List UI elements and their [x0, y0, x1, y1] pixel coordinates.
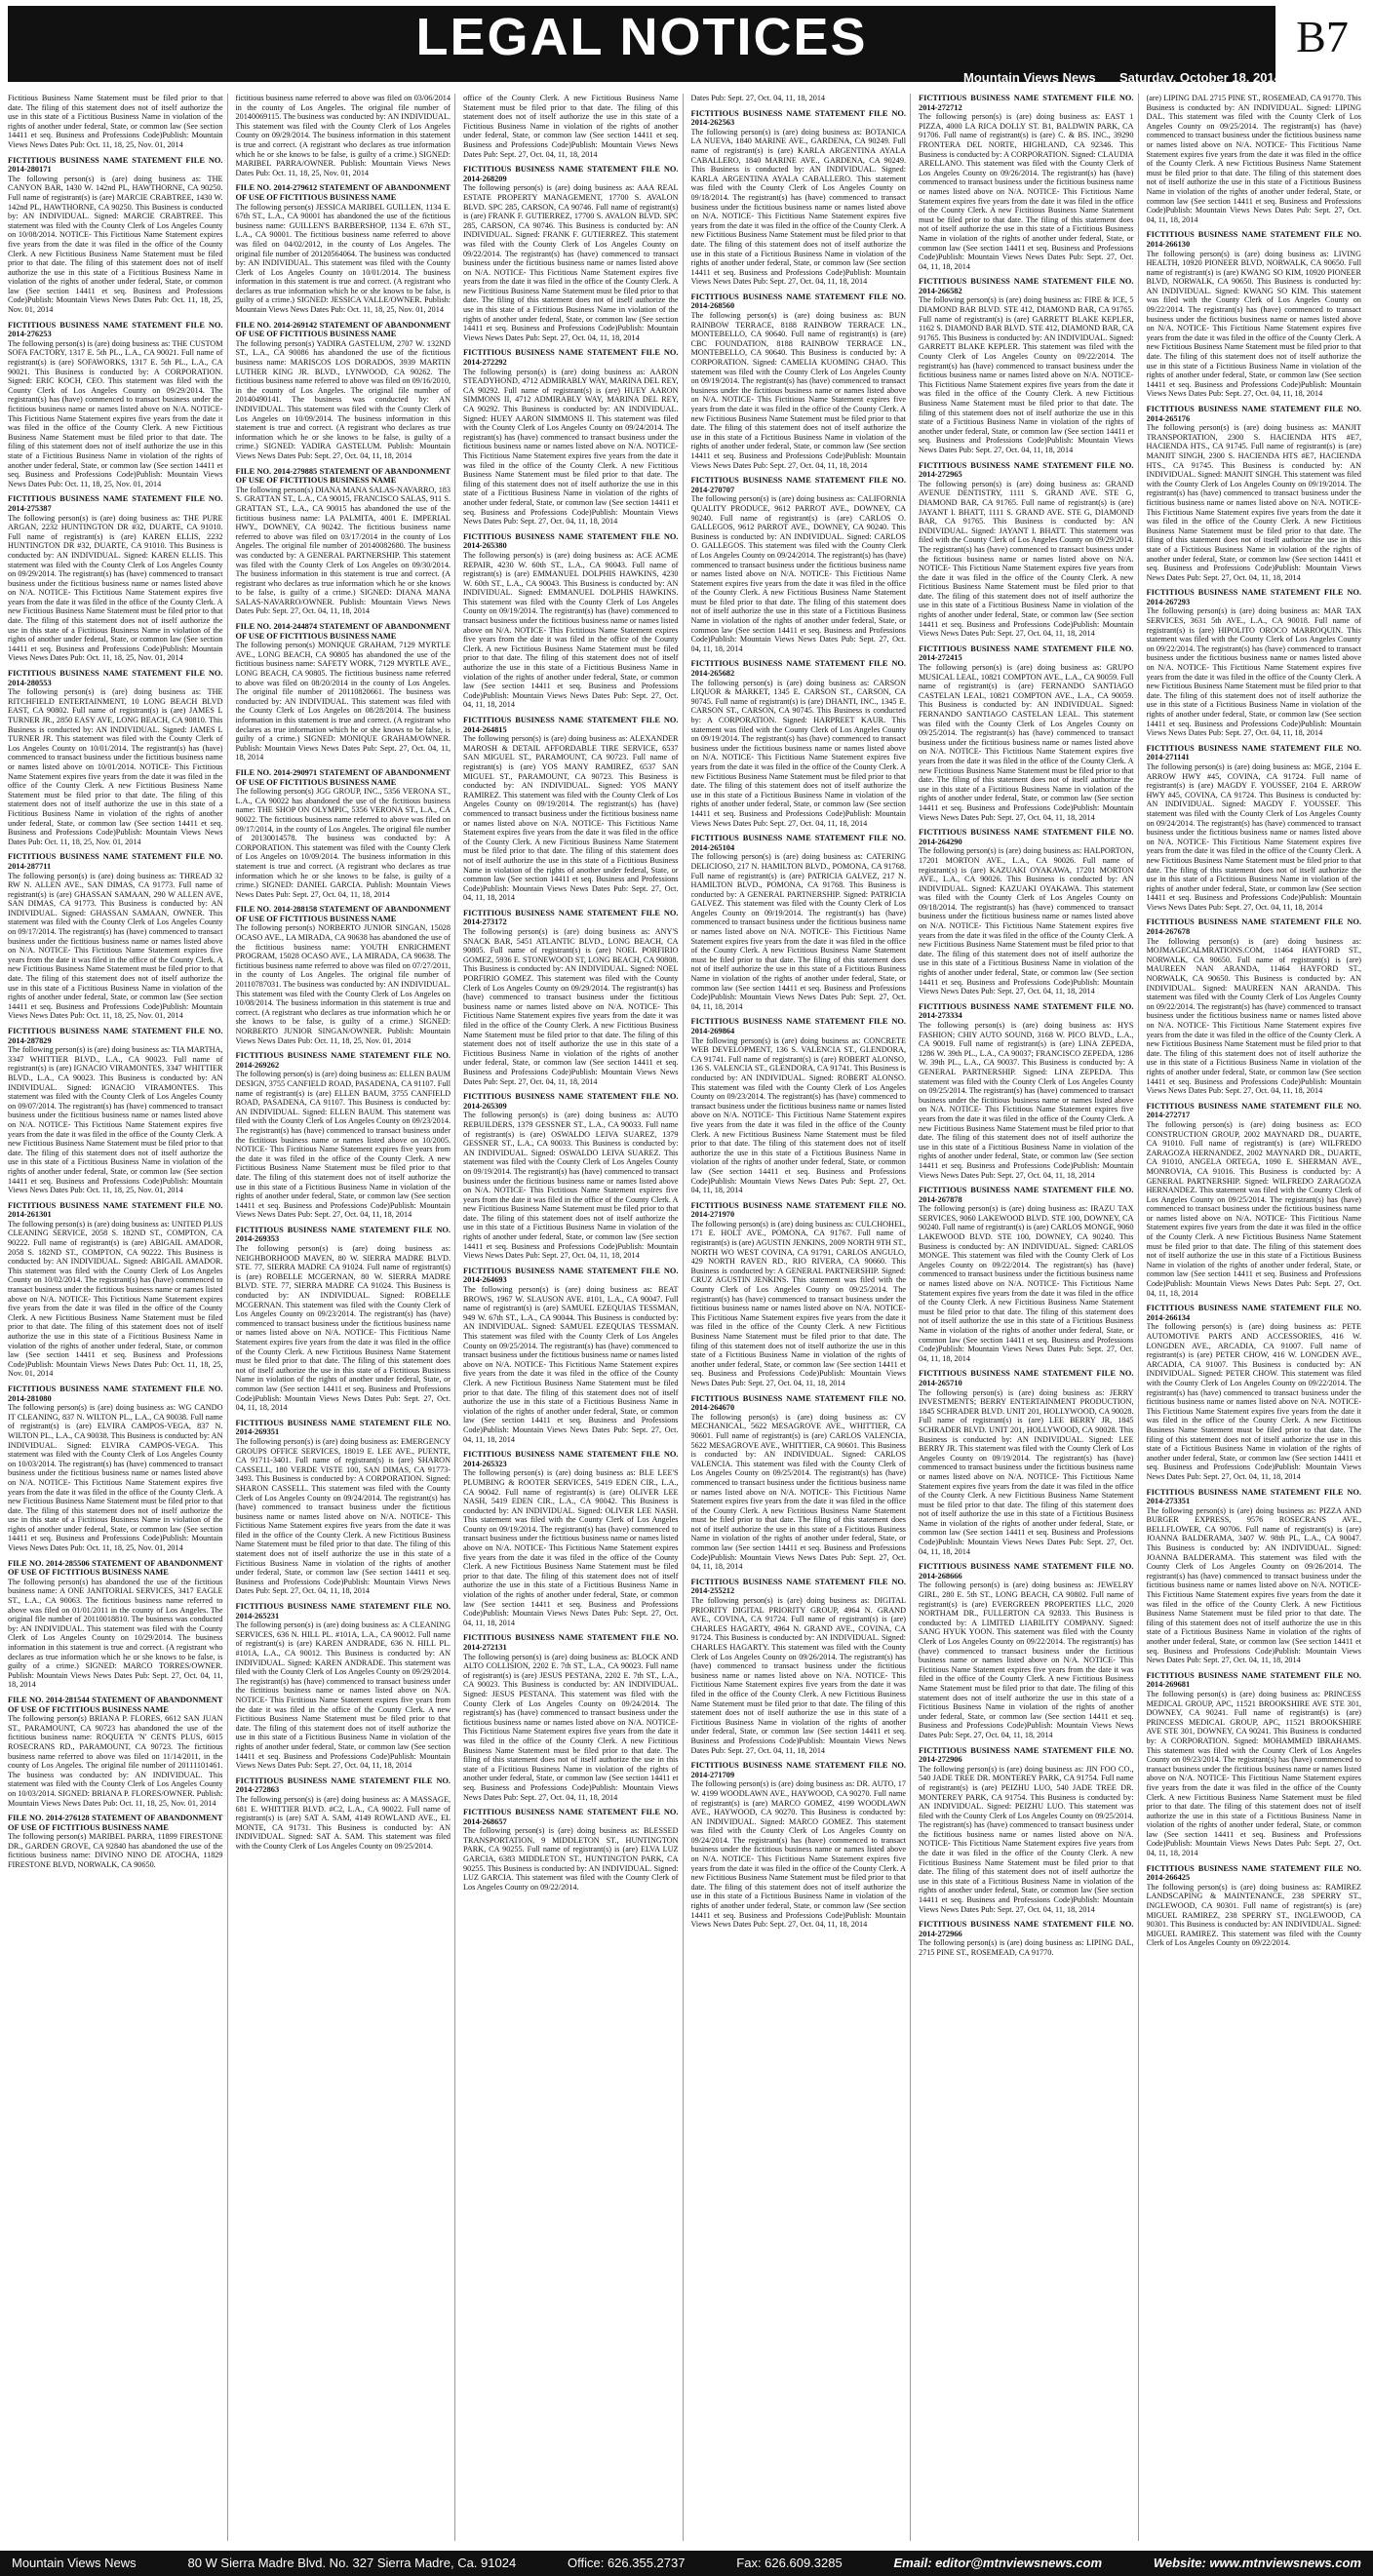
notice-body: The following person(s) is (are) doing business as: IRAZU TAX SERVICES, 9060 LAKEWOOD BLVD. STE 100, DOWNEY, CA 90240. Full name of registrant(s) is (are) CARLOS MONGE, 9060 LAKEWOOD BLVD. STE 100, DOWNEY, CA 90240. This Business is conducted by: AN INDIVIDUAL. Signed: CARLOS MONGE. This statement was filed with the County Clerk of Los Angeles County on 09/22/2014. The registrant(s) has (have) commenced to transact business under the fictitious business name or names listed above on N/A. NOTICE- This Fictitious Name Statement expires five years from the date it was filed in the office of the County Clerk. A new Fictitious Business Name Statement must be filed prior to that date. The filing of this statement does not of itself authorize the use in this state of a Fictitious Business Name in violation of the rights of another under federal, State, or common law (See section 14411 et seq. Business and Professions Code)Publish: Mountain Views News Dates Pub: Sept. 27, Oct. 04, 11, 18, 2014 [919, 1204, 1134, 1363]
legal-notice [8, 1814, 223, 1870]
notice-body: The following person(s) is (are) doing business as: CONCRETE WEB DEVELOPMENT, 136 S. VALENCIA ST., GLENDORA, CA 91741. Full name of registrant(s) is (are) ROBERT ALONSO, 136 S. VALENCIA ST., GLENDORA, CA 91741. This Business is conducted by: AN INDIVIDUAL. Signed: ROBERT ALONSO. This statement was filed with the County Clerk of Los Angeles County on 09/23/2014. The registrant(s) has (have) commenced to transact business under the fictitious business name or names listed above on N/A. NOTICE- This Fictitious Name Statement expires five years from the date it was filed in the office of the County Clerk. A new Fictitious Business Name Statement must be filed prior to that date. The filing of this statement does not of itself authorize the use in this state of a Fictitious Business Name in violation of the rights of another under federal, State, or common law (See section 14411 et seq. Business and Professions Code)Publish: Mountain Views News Dates Pub: Sept. 27, Oct. 04, 11, 18, 2014 [690, 1035, 906, 1195]
legal-notice [691, 1394, 907, 1572]
notice-body: The following person(s) is (are) doing business as: UNITED PLUS CLEANING SERVICE, 2058 S. 182ND ST., COMPTON, CA 90222. Full name of registrant(s) is (are) ABIGAIL AMADOR, 2058 S. 182ND ST., COMPTON, CA 90222. This Business is conducted by: AN INDIVIDUAL. Signed: ABIGAIL AMADOR. This statement was filed with the County Clerk of Los Angeles County on 10/02/2014. The registrant(s) has (have) commenced to transact business under the fictitious business name or names listed above on N/A. NOTICE- This Fictitious Name Statement expires five years from the date it was filed in the office of the County Clerk. A new Fictitious Business Name Statement must be filed prior to that date. The filing of this statement does not of itself authorize the use in this state of a Fictitious Business Name in violation of the rights of another under federal, State, or common law (See section 14411 et seq. Business and Professions Code)Publish: Mountain Views News Dates Pub: Oct. 11, 18, 25, Nov. 01, 2014 [8, 1219, 223, 1379]
legal-notice [691, 293, 907, 470]
notice-heading: FILE NO. 2014-288158 STATEMENT OF ABANDONMENT OF USE OF FICTITIOUS BUSINESS NAME [235, 905, 451, 923]
legal-notice [463, 1808, 679, 1892]
notice-heading: FICTITIOUS BUSINESS NAME STATEMENT FILE NO. 2014-265710 [919, 1369, 1134, 1387]
notice-column [236, 94, 456, 2541]
issue-date: Saturday, October 18, 2014 [1119, 70, 1281, 85]
footer-address: 80 W Sierra Madre Blvd. No. 327 Sierra Madre, Ca. 91024 [187, 2556, 517, 2570]
notice-body: The following person(s) is (are) doing business as: MANJIT TRANSPORTATION, 2300 S. HACIENDA HTS #E7, HACIENDA HTS., CA 91745. Full name of registrant(s) is (are) MANJIT SINGH, 2300 S. HACIENDA HTS #E7, HACIENDA HTS., CA 91745. This Business is conducted by: AN INDIVIDUAL. Signed: MANJIT SINGH. This statement was filed with the County Clerk of Los Angeles County on 09/19/2014. The registrant(s) has (have) commenced to transact business under the fictitious business name or names listed above on N/A. NOTICE- This Fictitious Name Statement expires five years from the date it was filed in the office of the County Clerk. A new Fictitious Business Name Statement must be filed prior to that date. The filing of this statement does not of itself authorize the use in this state of a Fictitious Business Name in violation of the rights of another under federal, State, or common law (See section 14411 et seq. Business and Professions Code)Publish: Mountain Views News Dates Pub: Sept. 27, Oct. 04, 11, 18, 2014 [1146, 423, 1362, 582]
notice-heading: FICTITIOUS BUSINESS NAME STATEMENT FILE NO. 2014-270707 [690, 476, 906, 494]
legal-notice [919, 1562, 1134, 1739]
legal-notice [236, 1776, 451, 1852]
notice-body: The following person(s) is (are) doing business as: BLOCK AND ALTO COLLISION, 2202 E. 7th ST., L.A., CA 90023. Full name of registrant(s) is (are) JESUS PESTANA, 2202 E. 7th ST., L.A., CA 90023. This Business is conducted by: AN INDIVIDUAL. Signed: JESUS PESTANA. This statement was filed with the County Clerk of Los Angeles County on 09/24/2014. The registrant(s) has (have) commenced to transact business under the fictitious business name or names listed above on N/A. NOTICE- This Fictitious Name Statement expires five years from the date it was filed in the office of the County Clerk. A new Fictitious Business Name Statement must be filed prior to that date. The filing of this statement does not of itself authorize the use in this state of a Fictitious Business Name in violation of the rights of another under federal, State, or common law (See section 14411 et seq. Business and Professions Code)Publish: Mountain Views News Dates Pub: Sept. 27, Oct. 04, 11, 18, 2014 [463, 1652, 679, 1802]
legal-notice [691, 834, 907, 1011]
notice-body: The following person(s) is (are) doing business as: TIA MARTHA, 3347 WHITTIER BLVD., L.A., CA 90023. Full name of registrant(s) is (are) IGNACIO VIRAMONTES, 3347 WHITTIER BLVD., L.A., CA 90023. This Business is conducted by: AN INDIVIDUAL. Signed: IGNACIO VIRAMONTES. This statement was filed with the County Clerk of Los Angeles County on 09/07/2014. The registrant(s) has (have) commenced to transact business under the fictitious business name or names listed above on N/A. NOTICE- This Fictitious Name Statement expires five years from the date it was filed in the office of the County Clerk. A new Fictitious Business Name Statement must be filed prior to that date. The filing of this statement does not of itself authorize the use in this state of a Fictitious Business Name in violation of the rights of another under federal, State, or common law (See section 14411 et seq. Business and Professions Code)Publish: Mountain Views News Dates Pub: Oct. 11, 18, 25, Nov. 01, 2014 [8, 1045, 223, 1195]
notice-heading: FICTITIOUS BUSINESS NAME STATEMENT FILE NO. 2014-265104 [690, 834, 906, 852]
legal-notice [8, 1027, 223, 1195]
notice-heading: FICTITIOUS BUSINESS NAME STATEMENT FILE NO. 2014-266130 [1146, 230, 1361, 249]
notice-heading: FICTITIOUS BUSINESS NAME STATEMENT FILE NO. 2014-264815 [463, 716, 679, 734]
notice-body: The following person(s) is (are) doing business as: CARSON LIQUOR & MARKET, 1345 E. CARSON ST., CARSON, CA 90745. Full name of registrant(s) is (are) DHANTI, INC., 1345 E. CARSON ST., CARSON, CA 90745. This Business is conducted by: A CORPORATION. Signed: HARPREET KAUR. This statement was filed with the County Clerk of Los Angeles County on 09/19/2014. The registrant(s) has (have) commenced to transact business under the fictitious business name or names listed above on N/A. NOTICE- This Fictitious Name Statement expires five years from the date it was filed in the office of the County Clerk. A new Fictitious Business Name Statement must be filed prior to that date. The filing of this statement does not of itself authorize the use in this state of a Fictitious Business Name in violation of the rights of another under federal, State, or common law (See section 14411 et seq. Business and Professions Code)Publish: Mountain Views News Dates Pub: Sept. 27, Oct. 04, 11, 18, 2014 [690, 678, 906, 828]
legal-notice [463, 532, 679, 710]
legal-notice [236, 905, 451, 1045]
notice-body: The following person(s) is (are) doing business as: JEWELRY GIRL, 280 E. 5th ST., LONG BEACH, CA 90802. Full name of registrant(s) is (are) EVERGREEN PROPERTIES LLC, 2020 NORTHAM DR., FULLERTON CA 92833. This Business is conducted by: A LIMITED LIABILITY COMPANY. Signed: SANG HYUK YOON. This statement was filed with the County Clerk of Los Angeles County on 09/22/2014. The registrant(s) has (have) commenced to transact business under the fictitious business name or names listed above on N/A. NOTICE- This Fictitious Name Statement expires five years from the date it was filed in the office of the County Clerk. A new Fictitious Business Name Statement must be filed prior to that date. The filing of this statement does not of itself authorize the use in this state of a Fictitious Business Name in violation of the rights of another under federal, State, or common law (See section 14411 et seq. Business and Professions Code)Publish: Mountain Views News Dates Pub: Sept. 27, Oct. 04, 11, 18, 2014 [919, 1581, 1134, 1739]
legal-notice [691, 476, 907, 653]
notice-body: The following person(s) is (are) doing business as: JIN FOO CO., 540 JADE TREE DR. MONTEREY PARK, CA 91754. Full name of registrant(s) is (are) PEIZHU LUO, 540 JADE TREE DR. MONTEREY PARK, CA 91754. This Business is conducted by: AN INDIVIDUAL. Signed: PEIZHU LUO. This statement was filed with the County Clerk of Los Angeles County on 09/25/2014. The registrant(s) has (have) commenced to transact business under the fictitious business name or names listed above on N/A. NOTICE- This Fictitious Name Statement expires five years from the date it was filed in the office of the County Clerk. A new Fictitious Business Name Statement must be filed prior to that date. The filing of this statement does not of itself authorize the use in this state of a Fictitious Business Name in violation of the rights of another under federal, State, or common law (See section 14411 et seq. Business and Professions Code)Publish: Mountain Views News Dates Pub: Sept. 27, Oct. 04, 11, 18, 2014 [919, 1764, 1134, 1914]
legal-notice [236, 1419, 451, 1596]
legal-notice [919, 1746, 1134, 1915]
notice-body: The following person(s) is (are) doing business as: CULCHOHEL, 171 E. HOLT AVE., POMONA, CA 91767. Full name of registrant(s) is (are) AGUSTIN JENKINS, 2009 NORTH 9TH ST., NORTH WO WEST COVINA, CA 91791, CARLOS ANGULO, 429 NORTH RAVEN RD., RIO RIVERA, CA 90660. This Business is conducted by: A GENERAL PARTNERSHIP. Signed: CRUZ AGUSTIN JENKINS. This statement was filed with the County Clerk of Los Angeles County on 09/25/2014. The registrant(s) has (have) commenced to transact business under the fictitious business name or names listed above on N/A. NOTICE- This Fictitious Name Statement expires five years from the date it was filed in the office of the County Clerk. A new Fictitious Business Name Statement must be filed prior to that date. The filing of this statement does not of itself authorize the use in this state of a Fictitious Business Name in violation of the rights of another under federal, State, or common law (See section 14411 et seq. Business and Professions Code)Publish: Mountain Views News Dates Pub: Sept. 27, Oct. 04, 11, 18, 2014 [690, 1219, 906, 1387]
legal-notice [691, 1578, 907, 1755]
legal-notice [919, 828, 1134, 996]
notice-heading: FICTITIOUS BUSINESS NAME STATEMENT FILE NO. 2014-261301 [8, 1200, 223, 1220]
notice-body: The following person(s) is (are) doing business as: NEIGHBORHOOD MAVEN, 80 W. SIERRA MADRE BLVD. STE. 77, SIERRA MADRE CA 91024. Full name of registrant(s) is (are) ROBELLE MCGERNAN, 80 W. SIERRA MADRE BLVD. STE. 77, SIERRA MADRE CA 91024. This Business is conducted by: AN INDIVIDUAL. Signed: ROBELLE MCGERNAN. This statement was filed with the County Clerk of Los Angeles County on 09/23/2014. The registrant(s) has (have) commenced to transact business under the fictitious business name or names listed above on N/A. NOTICE- This Fictitious Name Statement expires five years from the date it was filed in the office of the County Clerk. A new Fictitious Business Name Statement must be filed prior to that date. The filing of this statement does not of itself authorize the use in this state of a Fictitious Business Name in violation of the rights of another under federal, State, or common law (See section 14411 et seq. Business and Professions Code)Publish: Mountain Views News Dates Pub: Sept. 27, Oct. 04, 11, 18, 2014 [235, 1244, 451, 1413]
notice-heading: FICTITIOUS BUSINESS NAME STATEMENT FILE NO. 2014-272966 [919, 1920, 1134, 1938]
notice-body: The following person(s) is (are) doing business as: PRINCESS MEDICAL GROUP, APC, 11521 BROOKSHIRE AVE STE 301, DOWNEY, CA 90241. Full name of registrant(s) is (are) PRINCESS MEDICAL GROUP, APC, 11521 BROOKSHIRE AVE STE 301, DOWNEY, CA 90241. This Business is conducted by: A CORPORATION. Signed: MOHAMMED IBRAHAMS. This statement was filed with the County Clerk of Los Angeles County on 09/23/2014. The registrant(s) has (have) commenced to transact business under the fictitious business name or names listed above on N/A. NOTICE- This Fictitious Name Statement expires five years from the date it was filed in the office of the County Clerk. A new Fictitious Business Name Statement must be filed prior to that date. The filing of this statement does not of itself authorize the use in this state of a Fictitious Business Name in violation of the rights of another under federal, State, or common law (See section 14411 et seq. Business and Professions Code)Publish: Mountain Views News Dates Pub: Sept. 27, Oct. 04, 11, 18, 2014 [1146, 1689, 1361, 1858]
legal-notice [691, 1761, 907, 1930]
legal-notice [691, 94, 907, 103]
notice-heading: FILE NO. 2014-269142 STATEMENT OF ABANDONMENT OF USE OF FICTITIOUS BUSINESS NAME [235, 320, 451, 339]
footer-website: Website: www.mtnviewsnews.com [1153, 2556, 1361, 2570]
notice-heading: FICTITIOUS BUSINESS NAME STATEMENT FILE NO. 2014-268666 [919, 1562, 1134, 1581]
legal-notice [919, 1369, 1134, 1556]
legal-notice [8, 156, 223, 315]
legal-notice [8, 1696, 223, 1808]
notice-body: The following person(s) is (are) doing business as: RAMIREZ LANDSCAPING & MAINTENANCE, 238 SPERRY ST., INGLEWOOD, CA 90301. Full name of registrant(s) is (are) MIGUEL RAMIREZ, 238 SPERRY ST., INGLEWOOD, CA 90301. This Business is conducted by: AN INDIVIDUAL. Signed: MIGUEL RAMIREZ. This statement was filed with the County Clerk of Los Angeles County on 09/22/2014. [1146, 1882, 1361, 1948]
notice-body: The following person(s) is (are) doing business as: BEAT BROWS, 1967 W. SLAUSON AVE. #101, L.A., CA 90047. Full name of registrant(s) is (are) SAMUEL EZEQUIAS TESSMAN, 949 W. 67th ST., L.A., CA 90044. This Business is conducted by: AN INDIVIDUAL. Signed: SAMUEL EZEQUIAS TESSMAN. This statement was filed with the County Clerk of Los Angeles County on 09/25/2014. The registrant(s) has (have) commenced to transact business under the fictitious business name or names listed above on N/A. NOTICE- This Fictitious Name Statement expires five years from the date it was filed in the office of the County Clerk. A new Fictitious Business Name Statement must be filed prior to that date. The filing of this statement does not of itself authorize the use in this state of a Fictitious Business Name in violation of the rights of another under federal, State, or common law (See section 14411 et seq. Business and Professions Code)Publish: Mountain Views News Dates Pub: Sept. 27, Oct. 04, 11, 18, 2014 [463, 1285, 679, 1444]
notice-body: The following person(s) YADIRA GASTELUM, 2707 W. 132ND ST., L.A., CA 90086 has abandoned the use of the fictitious business name: MARISCOS LOS DORADOS, 3939 MARTIN LUTHER KING JR. BLVD., LYNWOOD, CA 90262. The fictitious business name referred to above was filed on 09/16/2010, in the county of Los Angeles. The original file number of 20140490141. The business was conducted by: AN INDIVIDUAL. This statement was filed with the County Clerk of Los Angeles on 10/09/2014. The business information in this statement is true and correct. (A registrant who declares as true information which he or she knows to be false, is guilty of a crime.) SIGNED: YADIRA GASTELUM. Publish: Mountain Views News Dates Pub: Sept. 27, Oct. 04, 11, 18, 2014 [235, 338, 451, 460]
legal-notice [8, 1385, 223, 1553]
notice-column [463, 94, 684, 2541]
legal-notice [1147, 405, 1362, 582]
notice-body: The following person(s) is (are) doing business as: DR. AUTO, 17 W. 4199 WOODLAWN AVE., HAYWOOD, CA 90270. Full name of registrant(s) is (are) MARCO GOMEZ, 4199 WOODLAWN AVE., HAYWOOD, CA 90270. This Business is conducted by: AN INDIVIDUAL. Signed: MARCO GOMEZ. This statement was filed with the County Clerk of Los Angeles County on 09/24/2014. The registrant(s) has (have) commenced to transact business under the fictitious business name or names listed above on N/A. NOTICE- This Fictitious Name Statement expires five years from the date it was filed in the office of the County Clerk. A new Fictitious Business Name Statement must be filed prior to that date. The filing of this statement does not of itself authorize the use in this state of a Fictitious Business Name in violation of the rights of another under federal, State, or common law (See section 14411 et seq. Business and Professions Code)Publish: Mountain Views News Dates Pub: Sept. 27, Oct. 04, 11, 18, 2014 [690, 1779, 906, 1930]
notice-body: The following person(s) is (are) doing business as: ALEXANDER MAROSH & DETAIL AFFORDABLE TIRE SERVICE, 6537 SAN MIGUEL ST., PARAMOUNT, CA 90723. Full name of registrant(s) is (are) YOS MANY RAMIREZ, 6537 SAN MIGUEL ST., PARAMOUNT, CA 90723. This Business is conducted by: AN INDIVIDUAL. Signed: YOS MANY RAMIREZ. This statement was filed with the County Clerk of Los Angeles County on 09/19/2014. The registrant(s) has (have) commenced to transact business under the fictitious business name or names listed above on N/A. NOTICE- This Fictitious Name Statement expires five years from the date it was filed in the office of the County Clerk. A new Fictitious Business Name Statement must be filed prior to that date. The filing of this statement does not of itself authorize the use in this state of a Fictitious Business Name in violation of the rights of another under federal, State, or common law (See section 14411 et seq. Business and Professions Code)Publish: Mountain Views News Dates Pub: Sept. 27, Oct. 04, 11, 18, 2014 [463, 734, 679, 903]
notice-body: The following person(s) is (are) doing business as: MGE, 2104 E. ARROW HWY #45, COVINA, CA 91724. Full name of registrant(s) is (are) MAGDY F. YOUSSEF, 2104 E. ARROW HWY #45, COVINA, CA 91724. This Business is conducted by: AN INDIVIDUAL. Signed: MAGDY F. YOUSSEF. This statement was filed with the County Clerk of Los Angeles County on 09/24/2014. The registrant(s) has (have) commenced to transact business under the fictitious business name or names listed above on N/A. NOTICE- This Fictitious Name Statement expires five years from the date it was filed in the office of the County Clerk. A new Fictitious Business Name Statement must be filed prior to that date. The filing of this statement does not of itself authorize the use in this state of a Fictitious Business Name in violation of the rights of another under federal, State, or common law (See section 14411 et seq. Business and Professions Code)Publish: Mountain Views News Dates Pub: Sept. 27, Oct. 04, 11, 18, 2014 [1146, 761, 1361, 912]
notice-heading: FICTITIOUS BUSINESS NAME STATEMENT FILE NO. 2014-255212 [690, 1577, 906, 1596]
notices-columns [8, 94, 1365, 2541]
notice-body: The following person(s) is (are) doing business as: WG CANDO IT CLEANING, 837 N. WILTON PL., L.A., CA 90038. Full name of registrant(s) is (are) ELVIRA CAMPOS-VEGA, 837 N. WILTON PL., L.A., CA 90038. This Business is conducted by: AN INDIVIDUAL. Signed: ELVIRA CAMPOS-VEGA. This statement was filed with the County Clerk of Los Angeles County on 10/03/2014. The registrant(s) has (have) commenced to transact business under the fictitious business name or names listed above on N/A. NOTICE- This Fictitious Name Statement expires five years from the date it was filed in the office of the County Clerk. A new Fictitious Business Name Statement must be filed prior to that date. The filing of this statement does not of itself authorize the use in this state of a Fictitious Business Name in violation of the rights of another under federal, State, or common law (See section 14411 et seq. Business and Professions Code)Publish: Mountain Views News Dates Pub: Oct. 11, 18, 25, Nov. 01, 2014 [8, 1403, 223, 1553]
notice-body: The following person(s) DIANA MANA SALAS-NAVARRO, 183 S. GRATTAN ST., L.A., CA 90015, FRANCISCO SALAS, 911 S. GRATTAN ST., L.A., CA 90015 has abandoned the use of the fictitious business name: LA PALMITA, 4001 E. IMPERIAL HWY., DOWNEY, CA 90242. The fictitious business name referred to above was filed on 03/17/2014 in the county of Los Angeles. The original file number of 20140082680. The business was conducted by: A GENERAL PARTNERSHIP. This statement was filed with the County Clerk of Los Angeles on 09/30/2014. The business information in this statement is true and correct. (A registrant who declares as true information which he or she knows to be false, is guilty of a crime.) SIGNED: DIANA MANA SALAS-NAVARRO/OWNER. Publish: Mountain Views News Dates Pub: Sept. 27, Oct. 04, 11, 18, 2014 [235, 485, 451, 616]
notice-column [919, 94, 1139, 2541]
notice-body: The following person(s) is (are) doing business as: ACE ACME REPAIR, 4230 W. 60th ST., L.A., CA 90043. Full name of registrant(s) is (are) EMMANUEL DOLPHIS HAWKINS, 4230 W. 60th ST., L.A., CA 90043. This Business is conducted by: AN INDIVIDUAL. Signed: EMMANUEL DOLPHIS HAWKINS. This statement was filed with the County Clerk of Los Angeles County on 09/19/2014. The registrant(s) has (have) commenced to transact business under the fictitious business name or names listed above on N/A. NOTICE- This Fictitious Name Statement expires five years from the date it was filed in the office of the County Clerk. A new Fictitious Business Name Statement must be filed prior to that date. The filing of this statement does not of itself authorize the use in this state of a Fictitious Business Name in violation of the rights of another under federal, State, or common law (See section 14411 et seq. Business and Professions Code)Publish: Mountain Views News Dates Pub: Sept. 27, Oct. 04, 11, 18, 2014 [463, 550, 679, 710]
notice-heading: FILE NO. 2014-281544 STATEMENT OF ABANDONMENT OF USE OF FICTITIOUS BUSINESS NAME [8, 1695, 223, 1714]
notice-heading: FICTITIOUS BUSINESS NAME STATEMENT FILE NO. 2014-267878 [919, 1186, 1134, 1204]
notice-heading: FICTITIOUS BUSINESS NAME STATEMENT FILE NO. 2014-272965 [919, 460, 1134, 480]
notice-body: The following person(s) is (are) doing business as: MAR TAX SERVICES, 3631 5th AVE., L.A., CA 90018. Full name of registrant(s) is (are) HIPOLITO OROCO MARROQUIN. This statement was filed with the County Clerk of Los Angeles County on 09/22/2014. The registrant(s) has (have) commenced to transact business under the fictitious business name or names listed above on N/A. NOTICE- This Fictitious Name Statement expires five years from the date it was filed in the office of the County Clerk. A new Fictitious Business Name Statement must be filed prior to that date. The filing of this statement does not of itself authorize the use in this state of a Fictitious Business Name in violation of the rights of another under federal, State, or common law (See section 14411 et seq. Business and Professions Code)Publish: Mountain Views News Dates Pub: Sept. 27, Oct. 04, 11, 18, 2014 [1146, 606, 1361, 738]
legal-notice [463, 1267, 679, 1444]
notice-heading: FICTITIOUS BUSINESS NAME STATEMENT FILE NO. 2014-262563 [690, 108, 906, 128]
notice-body: The following person(s) is (are) doing business as: CALIFORNIA QUALITY PRODUCE, 9612 PARROT AVE., DOWNEY, CA 90240. Full name of registrant(s) is (are) CARLOS O. GALLEGOS, 9612 PARROT AVE., DOWNEY, CA 90240. This Business is conducted by: AN INDIVIDUAL. Signed: CARLOS O. GALLEGOS. This statement was filed with the County Clerk of Los Angeles County on 09/24/2014. The registrant(s) has (have) commenced to transact business under the fictitious business name or names listed above on N/A. NOTICE- This Fictitious Name Statement expires five years from the date it was filed in the office of the County Clerk. A new Fictitious Business Name Statement must be filed prior to that date. The filing of this statement does not of itself authorize the use in this state of a Fictitious Business Name in violation of the rights of another under federal, State, or common law (See section 14411 et seq. Business and Professions Code)Publish: Mountain Views News Dates Pub: Sept. 27, Oct. 04, 11, 18, 2014 [690, 494, 906, 653]
notice-body: The following person(s) is (are) doing business as: BUN RAINBOW TERRACE, 8188 RAINBOW TERRACE LN., MONTEBELLO, CA 90640. Full name of registrant(s) is (are) CBC FOUNDATION, 8188 RAINBOW TERRACE LN., MONTEBELLO, CA 90640. This Business is conducted by: A CORPORATION. Signed: CAMELIA KUOMING CHAO. This statement was filed with the County Clerk of Los Angeles County on 09/19/2014. The registrant(s) has (have) commenced to transact business under the fictitious business name or names listed above on N/A. NOTICE- This Fictitious Name Statement expires five years from the date it was filed in the office of the County Clerk. A new Fictitious Business Name Statement must be filed prior to that date. The filing of this statement does not of itself authorize the use in this state of a Fictitious Business Name in violation of the rights of another under federal, State, or common law (See section 14411 et seq. Business and Professions Code)Publish: Mountain Views News Dates Pub: Sept. 27, Oct. 04, 11, 18, 2014 [690, 311, 906, 470]
notice-heading: FICTITIOUS BUSINESS NAME STATEMENT FILE NO. 2014-265380 [463, 531, 679, 551]
legal-notice [1147, 1671, 1362, 1858]
notice-column [1147, 94, 1366, 2541]
legal-notice [919, 277, 1134, 454]
notice-heading: FILE NO. 2014-290971 STATEMENT OF ABANDONMENT OF USE OF FICTITIOUS BUSINESS NAME [235, 767, 451, 787]
notice-body: The following person(s) is (are) doing business as: AUTO REBUILDERS, 1379 GESSNER ST., L.A., CA 90033. Full name of registrant(s) is (are) OSWALDO LEIVA SUAREZ, 1379 GESSNER ST., L.A., CA 90033. This Business is conducted by: AN INDIVIDUAL. Signed: OSWALDO LEIVA SUAREZ. This statement was filed with the County Clerk of Los Angeles County on 09/19/2014. The registrant(s) has (have) commenced to transact business under the fictitious business name or names listed above on N/A. NOTICE- This Fictitious Name Statement expires five years from the date it was filed in the office of the County Clerk. A new Fictitious Business Name Statement must be filed prior to that date. The filing of this statement does not of itself authorize the use in this state of a Fictitious Business Name in violation of the rights of another under federal, State, or common law (See section 14411 et seq. Business and Professions Code)Publish: Mountain Views News Dates Pub: Sept. 27, Oct. 04, 11, 18, 2014 [463, 1111, 679, 1261]
footer-office: Office: 626.355.2737 [568, 2556, 686, 2570]
notice-column [691, 94, 912, 2541]
masthead [8, 6, 1365, 88]
notice-body: The following person(s) is (are) doing business as: JERRY INVESTMENTS; BERRY ENTERTAINMENT PRODUCTION, 1845 SCHRADER BLVD. UNIT 201, HOLLYWOOD, CA 90028. Full name of registrant(s) is (are) LEE BERRY JR, 1845 SCHRADER BLVD. UNIT 201, HOLLYWOOD, CA 90028. This Business is conducted by: AN INDIVIDUAL. Signed: LEE BERRY JR. This statement was filed with the County Clerk of Los Angeles County on 09/19/2014. The registrant(s) has (have) commenced to transact business under the fictitious business name or names listed above on N/A. NOTICE- This Fictitious Name Statement expires five years from the date it was filed in the office of the County Clerk. A new Fictitious Business Name Statement must be filed prior to that date. The filing of this statement does not of itself authorize the use in this state of a Fictitious Business Name in violation of the rights of another under federal, State, or common law (See section 14411 et seq. Business and Professions Code)Publish: Mountain Views News Dates Pub: Sept. 27, Oct. 04, 11, 18, 2014 [919, 1387, 1134, 1556]
notice-body: The following person(s) JGG GROUP, INC., 5356 VERONA ST., L.A., CA 90022 has abandoned the use of the fictitious business name: THE SHOP ON OLYMPIC, 5356 VERONA ST., L.A., CA 90022. The fictitious business name referred to above was filed on 09/17/2014, in the county of Los Angeles. The original file number of 20130014578. The business was conducted by: A CORPORATION. This statement was filed with the County Clerk of Los Angeles on 10/09/2014. The business information in this statement is true and correct. (A registrant who declares as true information which he or she knows to be false, is guilty of a crime.) SIGNED: DANIEL GARCIA. Publish: Mountain Views News Dates Pub: Sept. 27, Oct. 04, 11, 18, 2014 [235, 787, 451, 899]
notice-body: The following person(s) is (are) doing business as: CV MECHANICAL, 5622 MESAGROVE AVE., WHITTIER, CA 90601. Full name of registrant(s) is (are) CARLOS VALENCIA, 5622 MESAGROVE AVE., WHITTIER, CA 90601. This Business is conducted by: AN INDIVIDUAL. Signed: CARLOS VALENCIA. This statement was filed with the County Clerk of Los Angeles County on 09/25/2014. The registrant(s) has (have) commenced to transact business under the fictitious business name or names listed above on N/A. NOTICE- This Fictitious Name Statement expires five years from the date it was filed in the office of the County Clerk. A new Fictitious Business Name Statement must be filed prior to that date. The filing of this statement does not of itself authorize the use in this state of a Fictitious Business Name in violation of the rights of another under federal, State, or common law (See section 14411 et seq. Business and Professions Code)Publish: Mountain Views News Dates Pub: Sept. 27, Oct. 04, 11, 18, 2014 [690, 1412, 906, 1572]
notice-heading: FICTITIOUS BUSINESS NAME STATEMENT FILE NO. 2014-265323 [463, 1450, 679, 1468]
notice-heading: FICTITIOUS BUSINESS NAME STATEMENT FILE NO. 2014-281080 [8, 1384, 223, 1403]
legal-notice [691, 1017, 907, 1194]
notice-body: The following person(s) is (are) doing business as: MOJMAGECALMRATIONS.COM, 11464 HAYFORD ST., NORWALK, CA 90650. Full name of registrant(s) is (are) MAUREEN NAN ARANDA, 11464 HAYFORD ST., NORWALK, CA 90650. This Business is conducted by: AN INDIVIDUAL. Signed: MAUREEN NAN ARANDA. This statement was filed with the County Clerk of Los Angeles County on 09/22/2014. The registrant(s) has (have) commenced to transact business under the fictitious business name or names listed above on N/A. NOTICE- This Fictitious Name Statement expires five years from the date it was filed in the office of the County Clerk. A new Fictitious Business Name Statement must be filed prior to that date. The filing of this statement does not of itself authorize the use in this state of a Fictitious Business Name in violation of the rights of another under federal, State, or common law (See section 14411 et seq. Business and Professions Code)Publish: Mountain Views News Dates Pub: Sept. 27, Oct. 04, 11, 18, 2014 [1146, 936, 1361, 1096]
notice-heading: FILE NO. 2014-285506 STATEMENT OF ABANDONMENT OF USE OF FICTITIOUS BUSINESS NAME [8, 1558, 223, 1578]
notice-heading: FICTITIOUS BUSINESS NAME STATEMENT FILE NO. 2014-272712 [919, 94, 1134, 112]
legal-notice [1147, 230, 1362, 399]
notice-body: The following person(s) is (are) doing business as: LIVING HEALTH, 10920 PIONEER BLVD, NORWALK, CA 90650. Full name of registrant(s) is (are) KWANG SO KIM, 10920 PIONEER BLVD, NORWALK, CA 90650. This Business is conducted by: AN INDIVIDUAL. Signed: KWANG SO KIM. This statement was filed with the County Clerk of Los Angeles County on 09/22/2014. The registrant(s) has (have) commenced to transact business under the fictitious business name or names listed above on N/A. NOTICE- This Fictitious Name Statement expires five years from the date it was filed in the office of the County Clerk. A new Fictitious Business Name Statement must be filed prior to that date. The filing of this statement does not of itself authorize the use in this state of a Fictitious Business Name in violation of the rights of another under federal, State, or common law (See section 14411 et seq. Business and Professions Code)Publish: Mountain Views News Dates Pub: Sept. 27, Oct. 04, 11, 18, 2014 [1146, 249, 1361, 399]
notice-body: The following person(s) is (are) doing business as: EAST 1 PIZZA, 4000 LA RICA DOLLY ST. B1, BALDWIN PARK, CA 91706. Full name of registrant(s) is (are) C. & BS. INC., 39290 FRONTERA DEL NORTE, HIGHLAND, CA 92346. This Business is conducted by: A CORPORATION. Signed: CLAUDIA ARELLANO. This statement was filed with the County Clerk of Los Angeles County on 09/26/2014. The registrant(s) has (have) commenced to transact business under the fictitious business name or names listed above on N/A. NOTICE- This Fictitious Name Statement expires five years from the date it was filed in the office of the County Clerk. A new Fictitious Business Name Statement must be filed prior to that date. The filing of this statement does not of itself authorize the use in this state of a Fictitious Business Name in violation of the rights of another under federal, State, or common law (See section 14411 et seq. Business and Professions Code)Publish: Mountain Views News Dates Pub: Sept. 27, Oct. 04, 11, 18, 2014 [919, 112, 1134, 271]
legal-notice [236, 622, 451, 762]
notice-body: The following person(s) is (are) doing business as: AAA REAL ESTATE PROPERTY MANAGEMENT, 17700 S. AVALON BLVD. SPC 285, CARSON, CA 90746. Full name of registrant(s) is (are) FRANK F. GUTIERREZ, 17700 S. AVALON BLVD. SPC 285, CARSON, CA 90746. This Business is conducted by: AN INDIVIDUAL. Signed: FRANK F. GUTIERREZ. This statement was filed with the County Clerk of Los Angeles County on 09/22/2014. The registrant(s) has (have) commenced to transact business under the fictitious business name or names listed above on N/A. NOTICE- This Fictitious Name Statement expires five years from the date it was filed in the office of the County Clerk. A new Fictitious Business Name Statement must be filed prior to that date. The filing of this statement does not of itself authorize the use in this state of a Fictitious Business Name in violation of the rights of another under federal, State, or common law (See section 14411 et seq. Business and Professions Code)Publish: Mountain Views News Dates Pub: Sept. 27, Oct. 04, 11, 18, 2014 [463, 183, 679, 342]
footer [0, 2551, 1373, 2576]
notice-body: The following person(s) is (are) doing business as: AARON STEADYHOND, 4712 ADMIRABLY WAY, MARINA DEL REY, CA 90292. Full name of registrant(s) is (are) HUEY AARON SIMMONS II, 4712 ADMIRABLY WAY, MARINA DEL REY, CA 90292. This Business is conducted by: AN INDIVIDUAL. Signed: HUEY AARON SIMMONS II. This statement was filed with the County Clerk of Los Angeles County on 09/24/2014. The registrant(s) has (have) commenced to transact business under the fictitious business name or names listed above on N/A. NOTICE- This Fictitious Name Statement expires five years from the date it was filed in the office of the County Clerk. A new Fictitious Business Name Statement must be filed prior to that date. The filing of this statement does not of itself authorize the use in this state of a Fictitious Business Name in violation of the rights of another under federal, State, or common law (See section 14411 et seq. Business and Professions Code)Publish: Mountain Views News Dates Pub: Sept. 27, Oct. 04, 11, 18, 2014 [463, 367, 679, 527]
notice-heading: FICTITIOUS BUSINESS NAME STATEMENT FILE NO. 2014-264693 [463, 1266, 679, 1285]
legal-notice [8, 1559, 223, 1690]
notice-body: The following person(s) is (are) doing business as: BLESSED TRANSPORTATION, 9 MIDDLETON ST., HUNTINGTON PARK, CA 90255. Full name of registrant(s) is (are) ELVA LUZ GARCIA, 6383 MIDDLETON ST., HUNTINGTON PARK, CA 90255. This Business is conducted by: AN INDIVIDUAL. Signed: LUZ GARCIA. This statement was filed with the County Clerk of Los Angeles County on 09/22/2014. [463, 1826, 679, 1892]
footer-publication: Mountain Views News [12, 2556, 137, 2570]
notice-heading: FICTITIOUS BUSINESS NAME STATEMENT FILE NO. 2014-267678 [1146, 917, 1361, 937]
notice-body: The following person(s) is (are) doing business as: THE PURE ARGAN, 2232 HUNTINGTON DR #32, DUARTE, CA 91010. Full name of registrant(s) is (are) KAREN ELLIS, 2232 HUNTINGTON DR #32, DUARTE, CA 91010. This Business is conducted by: AN INDIVIDUAL. Signed: KAREN ELLIS. This statement was filed with the County Clerk of Los Angeles County on 09/29/2014. The registrant(s) has (have) commenced to transact business under the fictitious business name or names listed above on N/A. NOTICE- This Fictitious Name Statement expires five years from the date it was filed in the office of the County Clerk. A new Fictitious Business Name Statement must be filed prior to that date. The filing of this statement does not of itself authorize the use in this state of a Fictitious Business Name in violation of the rights of another under federal, State, or common law (See section 14411 et seq. Business and Professions Code)Publish: Mountain Views News Dates Pub: Oct. 11, 18, 25, Nov. 01, 2014 [8, 513, 223, 663]
notice-heading: FICTITIOUS BUSINESS NAME STATEMENT FILE NO. 2014-272292 [463, 348, 679, 368]
legal-notice [236, 467, 451, 617]
notice-body: The following person(s) is (are) doing business as: ANY'S SNACK BAR, 5451 ATLANTIC BLVD., LONG BEACH, CA 90805. Full name of registrant(s) is (are) NOEL PORFIRIO GOMEZ, 5936 E. STONEWOOD ST, LONG BEACH, CA 90808. This Business is conducted by: AN INDIVIDUAL. Signed: NOEL PORFIRIO GOMEZ. This statement was filed with the County Clerk of Los Angeles County on 09/29/2014. The registrant(s) has (have) commenced to transact business under the fictitious business name or names listed above on N/A. NOTICE- This Fictitious Name Statement expires five years from the date it was filed in the office of the County Clerk. A new Fictitious Business Name Statement must be filed prior to that date. The filing of this statement does not of itself authorize the use in this state of a Fictitious Business Name in violation of the rights of another under federal, State, or common law (See section 14411 et seq. Business and Professions Code)Publish: Mountain Views News Dates Pub: Sept. 27, Oct. 04, 11, 18, 2014 [463, 927, 679, 1086]
legal-notice [8, 321, 223, 489]
notice-heading: FICTITIOUS BUSINESS NAME STATEMENT FILE NO. 2014-265309 [463, 1092, 679, 1111]
notice-body: fictitious business name referred to above was filed on 03/06/2014 in the county of Los Angeles. The original file number of 20140069115. The business was conducted by: AN INDIVIDUAL. This statement was filed with the County Clerk of Los Angeles County on 09/29/2014. The business information in this statement is true and correct. (A registrant who declares as true information which he or she knows to be false, is guilty of a crime.) SIGNED: MARIBEL PARRA/OWNER. Publish: Mountain Views News Dates Pub: Oct. 11, 18, 25, Nov. 01, 2014 [235, 94, 451, 177]
notice-body: The following person(s) is (are) doing business as: EMERGENCY GROUPS OFFICE SERVICES, 18019 E. LEE AVE., PUENTE, CA 91711-3401. Full name of registrant(s) is (are) SHARON CASSELL, 180 VERDE VISTE 100, SAN DIMAS, CA 91773-3493. This Business is conducted by: A CORPORATION. Signed: SHARON CASSELL. This statement was filed with the County Clerk of Los Angeles County on 09/24/2014. The registrant(s) has (have) commenced to transact business under the fictitious business name or names listed above on N/A. NOTICE- This Fictitious Name Statement expires five years from the date it was filed in the office of the County Clerk. A new Fictitious Business Name Statement must be filed prior to that date. The filing of this statement does not of itself authorize the use in this state of a Fictitious Business Name in violation of the rights of another under federal, State, or common law (See section 14411 et seq. Business and Professions Code)Publish: Mountain Views News Dates Pub: Sept. 27, Oct. 04, 11, 18, 2014 [235, 1436, 451, 1596]
notice-heading: FICTITIOUS BUSINESS NAME STATEMENT FILE NO. 2014-276253 [8, 320, 223, 339]
notice-heading: FICTITIOUS BUSINESS NAME STATEMENT FILE NO. 2014-266134 [1146, 1304, 1361, 1322]
notice-heading: FICTITIOUS BUSINESS NAME STATEMENT FILE NO. 2014-271970 [690, 1200, 906, 1220]
notice-heading: FICTITIOUS BUSINESS NAME STATEMENT FILE NO. 2014-271141 [1146, 743, 1361, 762]
notice-body: The following person(s) is (are) doing business as: FIRE & ICE, 5 DIAMOND BAR BLVD. STE 412, DIAMOND BAR, CA 91765. Full name of registrant(s) is (are) GARRETT BLAKE KEPLER, 1162 S. DIAMOND BAR BLVD. STE 412, DIAMOND BAR, CA 91765. This Business is conducted by: AN INDIVIDUAL. Signed: GARRETT BLAKE KEPLER. This statement was filed with the County Clerk of Los Angeles County on 09/22/2014. The registrant(s) has (have) commenced to transact business under the fictitious business name or names listed above on N/A. NOTICE- This Fictitious Name Statement expires five years from the date it was filed in the office of the County Clerk. A new Fictitious Business Name Statement must be filed prior to that date. The filing of this statement does not of itself authorize the use in this state of a Fictitious Business Name in violation of the rights of another under federal, State, or common law (See section 14411 et seq. Business and Professions Code)Publish: Mountain Views News Dates Pub: Sept. 27, Oct. 04, 11, 18, 2014 [919, 295, 1134, 454]
legal-notice [463, 716, 679, 903]
legal-notice [8, 852, 223, 1021]
notice-body: The following person(s) is (are) doing business as: DIGITAL PRIORITY DIGITAL PRIORITY GROUP, 4964 N. GRAND AVE., COVINA, CA 91724. Full name of registrant(s) is (are) CHARLES HAGARTY, 4964 N. GRAND AVE., COVINA, CA 91724. This Business is conducted by: AN INDIVIDUAL. Signed: CHARLES HAGARTY. This statement was filed with the County Clerk of Los Angeles County on 09/26/2014. The registrant(s) has (have) commenced to transact business under the fictitious business name or names listed above on N/A. NOTICE- This Fictitious Name Statement expires five years from the date it was filed in the office of the County Clerk. A new Fictitious Business Name Statement must be filed prior to that date. The filing of this statement does not of itself authorize the use in this state of a Fictitious Business Name in violation of the rights of another under federal, State, or common law (See section 14411 et seq. Business and Professions Code)Publish: Mountain Views News Dates Pub: Sept. 27, Oct. 04, 11, 18, 2014 [690, 1596, 906, 1755]
notice-heading: FICTITIOUS BUSINESS NAME STATEMENT FILE NO. 2014-272906 [919, 1745, 1134, 1765]
notice-heading: FICTITIOUS BUSINESS NAME STATEMENT FILE NO. 2014-265176 [1146, 405, 1361, 423]
notice-body: The following person(s) is (are) doing business as: ECO CONSTRUCTION GROUP, 2002 MAYNARD DR., DUARTE, CA 91010. Full name of registrant(s) is (are) WILFREDO ZARAGOZA HERNANDEZ, 2002 MAYNARD DR., DUARTE, CA 91010, ANGELA ORTEGA, 1090 E. SHERMAN AVE., MONROVIA, CA 91016. This Business is conducted by: A GENERAL PARTNERSHIP. Signed: WILFREDO ZARAGOZA HERNANDEZ. This statement was filed with the County Clerk of Los Angeles County on 09/25/2014. The registrant(s) has (have) commenced to transact business under the fictitious business name or names listed above on N/A. NOTICE- This Fictitious Name Statement expires five years from the date it was filed in the office of the County Clerk. A new Fictitious Business Name Statement must be filed prior to that date. The filing of this statement does not of itself authorize the use in this state of a Fictitious Business Name in violation of the rights of another under federal, State, or common law (See section 14411 et seq. Business and Professions Code)Publish: Mountain Views News Dates Pub: Sept. 27, Oct. 04, 11, 18, 2014 [1146, 1119, 1361, 1298]
page-number: B7 [1296, 12, 1349, 61]
notice-heading: FICTITIOUS BUSINESS NAME STATEMENT FILE NO. 2014-273334 [919, 1001, 1134, 1021]
legal-notice [463, 1450, 679, 1627]
page-title: LEGAL NOTICES [415, 8, 868, 66]
legal-notice [691, 1201, 907, 1388]
legal-notice [463, 348, 679, 526]
notice-heading: FICTITIOUS BUSINESS NAME STATEMENT FILE NO. 2014-271709 [690, 1761, 906, 1779]
legal-notice [236, 1602, 451, 1771]
notice-heading: FICTITIOUS BUSINESS NAME STATEMENT FILE NO. 2014-265682 [690, 659, 906, 679]
notice-heading: FICTITIOUS BUSINESS NAME STATEMENT FILE NO. 2014-269353 [235, 1225, 451, 1244]
notice-heading: FICTITIOUS BUSINESS NAME STATEMENT FILE NO. 2014-269262 [235, 1051, 451, 1070]
notice-body: The following person(s) is (are) doing business as: BLE LEE'S PLUMBING & ROOTER SERVICES, 5419 EDEN CIR., L.A., CA 90042. Full name of registrant(s) is (are) OLIVER LEE NASH, 5419 EDEN CIR., L.A., CA 90042. This Business is conducted by: AN INDIVIDUAL. Signed: OLIVER LEE NASH. This statement was filed with the County Clerk of Los Angeles County on 09/19/2014. The registrant(s) has (have) commenced to transact business under the fictitious business name or names listed above on N/A. NOTICE- This Fictitious Name Statement expires five years from the date it was filed in the office of the County Clerk. A new Fictitious Business Name Statement must be filed prior to that date. The filing of this statement does not of itself authorize the use in this state of a Fictitious Business Name in violation of the rights of another under federal, State, or common law (See section 14411 et seq. Business and Professions Code)Publish: Mountain Views News Dates Pub: Sept. 27, Oct. 04, 11, 18, 2014 [463, 1468, 679, 1627]
legal-notice [236, 1226, 451, 1413]
notice-heading: FILE NO. 2014-279612 STATEMENT OF ABANDONMENT OF USE OF FICTITIOUS BUSINESS NAME [235, 183, 451, 202]
legal-notice [919, 1002, 1134, 1180]
notice-body: The following person(s) NORBERTO JUNIOR SINGAN, 15028 OCASO AVE., LA MIRADA, CA 90638 has abandoned the use of the fictitious business name: YOUTH ENRICHMENT PROGRAM, 15028 OCASO AVE., LA MIRADA, CA 90638. The fictitious business name referred to above was filed on 07/27/2011, in the county of Los Angeles. The original file number of 20110787031. The business was conducted by: AN INDIVIDUAL. This statement was filed with the County Clerk of Los Angeles on 10/08/2014. The business information in this statement is true and correct. (A registrant who declares as true information which he or she knows to be false, is guilty of a crime.) SIGNED: NORBERTO JUNIOR SINGAN/OWNER. Publish: Mountain Views News Dates Pub: Oct. 11, 18, 25, Nov. 01, 2014 [235, 923, 451, 1045]
legal-notice [463, 94, 679, 159]
notice-heading: FICTITIOUS BUSINESS NAME STATEMENT FILE NO. 2014-280553 [8, 669, 223, 687]
notice-body: The following person(s) is (are) doing business as: HALPORTON, 17201 MORTON AVE., L.A., CA 90026. Full name of registrant(s) is (are) KAZUAKI OYAKAWA, 17201 MORTON AVE., L.A., CA 90026. This Business is conducted by: AN INDIVIDUAL. Signed: KAZUAKI OYAKAWA. This statement was filed with the County Clerk of Los Angeles County on 09/18/2014. The registrant(s) has (have) commenced to transact business under the fictitious business name or names listed above on N/A. NOTICE- This Fictitious Name Statement expires five years from the date it was filed in the office of the County Clerk. A new Fictitious Business Name Statement must be filed prior to that date. The filing of this statement does not of itself authorize the use in this state of a Fictitious Business Name in violation of the rights of another under federal, State, or common law (See section 14411 et seq. Business and Professions Code)Publish: Mountain Views News Dates Pub: Sept. 27, Oct. 04, 11, 18, 2014 [919, 846, 1134, 996]
legal-notice [691, 109, 907, 287]
notice-body: office of the County Clerk. A new Fictitious Business Name Statement must be filed prior to that date. The filing of this statement does not of itself authorize the use in this state of a Fictitious Business Name in violation of the rights of another under federal, State, or common law (See section 14411 et seq. Business and Professions Code)Publish: Mountain Views News Dates Pub: Sept. 27, Oct. 04, 11, 18, 2014 [463, 94, 679, 159]
notice-body: The following person(s) is (are) doing business as: THE RITCHFIELD ENTERTAINMENT, 10 LONG BEACH BLVD EAST, CA 90802. Full name of registrant(s) is (are) JAMES L TURNER JR., 2850 EASY AVE, LONG BEACH, CA 90810. This Business is conducted by: AN INDIVIDUAL. Signed: JAMES L TURNER JR. This statement was filed with the County Clerk of Los Angeles County on 10/01/2014. The registrant(s) has (have) commenced to transact business under the fictitious business name or names listed above on 10/01/2014. NOTICE- This Fictitious Name Statement expires five years from the date it was filed in the office of the County Clerk. A new Fictitious Business Name Statement must be filed prior to that date. The filing of this statement does not of itself authorize the use in this state of a Fictitious Business Name in violation of the rights of another under federal, State, or common law (See section 14411 et seq. Business and Professions Code)Publish: Mountain Views News Dates Pub: Oct. 11, 18, 25, Nov. 01, 2014 [8, 687, 223, 846]
legal-notice [8, 669, 223, 846]
notice-heading: FICTITIOUS BUSINESS NAME STATEMENT FILE NO. 2014-275387 [8, 494, 223, 513]
legal-notice [1147, 1488, 1362, 1665]
legal-notice [919, 1186, 1134, 1363]
notice-body: The following person(s) is (are) doing business as: ELLEN BAUM DESIGN, 3755 CANFIELD ROAD, PASADENA, CA 91107. Full name of registrant(s) is (are) ELLEN BAUM, 3755 CANFIELD ROAD, PASADENA, CA 91107. This Business is conducted by: AN INDIVIDUAL. Signed: ELLEN BAUM. This statement was filed with the County Clerk of Los Angeles County on 09/23/2014. The registrant(s) has (have) commenced to transact business under the fictitious business name or names listed above on 10/2005. NOTICE- This Fictitious Name Statement expires five years from the date it was filed in the office of the County Clerk. A new Fictitious Business Name Statement must be filed prior to that date. The filing of this statement does not of itself authorize the use in this state of a Fictitious Business Name in violation of the rights of another under federal, State, or common law (See section 14411 et seq. Business and Professions Code)Publish: Mountain Views News Dates Pub: Sept. 27, Oct. 04, 11, 18, 2014 [235, 1070, 451, 1220]
notice-heading: FICTITIOUS BUSINESS NAME STATEMENT FILE NO. 2014-264670 [690, 1393, 906, 1413]
notice-body: The following person(s) is (are) doing business as: PIZZA AND BURGER EXPRESS, 9576 ROSECRANS AVE., BELLFLOWER, CA 90706. Full name of registrant(s) is (are) JOANNA BALDERAMA, 3407 W. 98th PL, L.A., CA 90047. This Business is conducted by: AN INDIVIDUAL. Signed: JOANNA BALDERAMA. This statement was filed with the County Clerk of Los Angeles County on 09/26/2014. The registrant(s) has (have) commenced to transact business under the fictitious business name or names listed above on N/A. NOTICE- This Fictitious Name Statement expires five years from the date it was filed in the office of the County Clerk. A new Fictitious Business Name Statement must be filed prior to that date. The filing of this statement does not of itself authorize the use in this state of a Fictitious Business Name in violation of the rights of another under federal, State, or common law (See section 14411 et seq. Business and Professions Code)Publish: Mountain Views News Dates Pub: Sept. 27, Oct. 04, 11, 18, 2014 [1146, 1505, 1361, 1665]
publication-name: Mountain Views News [963, 70, 1096, 85]
notice-body: Fictitious Business Name Statement must be filed prior to that date. The filing of this statement does not of itself authorize the use in this state of a Fictitious Business Name in violation of the rights of another under federal, State, or common law (See section 14411 et seq. Business and Professions Code)Publish: Mountain Views News Dates Pub: Oct. 11, 18, 25, Nov. 01, 2014 [8, 94, 223, 149]
notice-body: The following person(s) is (are) doing business as: GRAND AVENUE DENTISTRY, 1111 S. GRAND AVE. STE G, DIAMOND BAR, CA 91765. Full name of registrant(s) is (are) JAYANT I. BHATT, 1111 S. GRAND AVE. STE G, DIAMOND BAR, CA 91765. This Business is conducted by: AN INDIVIDUAL. Signed: JAYANT I. BHATT. This statement was filed with the County Clerk of Los Angeles County on 09/29/2014. The registrant(s) has (have) commenced to transact business under the fictitious business name or names listed above on N/A. NOTICE- This Fictitious Name Statement expires five years from the date it was filed in the office of the County Clerk. A new Fictitious Business Name Statement must be filed prior to that date. The filing of this statement does not of itself authorize the use in this state of a Fictitious Business Name in violation of the rights of another under federal, State, or common law (See section 14411 et seq. Business and Professions Code)Publish: Mountain Views News Dates Pub: Sept. 27, Oct. 04, 11, 18, 2014 [919, 479, 1134, 639]
notice-heading: FICTITIOUS BUSINESS NAME STATEMENT FILE NO. 2014-268657 [463, 1808, 679, 1826]
notice-heading: FICTITIOUS BUSINESS NAME STATEMENT FILE NO. 2014-265231 [235, 1602, 451, 1620]
legal-notice [236, 1051, 451, 1220]
legal-notice [236, 768, 451, 899]
notice-body: Dates Pub: Sept. 27, Oct. 04, 11, 18, 2014 [690, 94, 826, 102]
notice-heading: FICTITIOUS BUSINESS NAME STATEMENT FILE NO. 2014-287711 [8, 852, 223, 871]
notice-heading: FICTITIOUS BUSINESS NAME STATEMENT FILE NO. 2014-273351 [1146, 1487, 1361, 1506]
notice-heading: FILE NO. 2014-276128 STATEMENT OF ABANDONMENT OF USE OF FICTITIOUS BUSINESS NAME [8, 1814, 223, 1832]
notice-heading: FICTITIOUS BUSINESS NAME STATEMENT FILE NO. 2014-268560 [690, 292, 906, 311]
legal-notice [463, 1633, 679, 1802]
notice-body: The following person(s) is (are) doing business as: GRUPO MUSICAL LEAL, 10821 COMPTON AVE., L.A., CA 90059. Full name of registrant(s) is (are) FERNANDO SANTIAGO CASTELAN LEAL, 10821 COMPTON AVE., L.A., CA 90059. This Business is conducted by: AN INDIVIDUAL. Signed: FERNANDO SANTIAGO CASTELAN LEAL. This statement was filed with the County Clerk of Los Angeles County on 09/25/2014. The registrant(s) has (have) commenced to transact business under the fictitious business name or names listed above on N/A. NOTICE- This Fictitious Name Statement expires five years from the date it was filed in the office of the County Clerk. A new Fictitious Business Name Statement must be filed prior to that date. The filing of this statement does not of itself authorize the use in this state of a Fictitious Business Name in violation of the rights of another under federal, State, or common law (See section 14411 et seq. Business and Professions Code)Publish: Mountain Views News Dates Pub: Sept. 27, Oct. 04, 11, 18, 2014 [919, 663, 1134, 822]
legal-notice [919, 94, 1134, 271]
legal-notice [1147, 1102, 1362, 1298]
notice-heading: FICTITIOUS BUSINESS NAME STATEMENT FILE NO. 2014-273172 [463, 908, 679, 927]
legal-notice [919, 644, 1134, 822]
notice-heading: FICTITIOUS BUSINESS NAME STATEMENT FILE NO. 2014-272131 [463, 1633, 679, 1652]
legal-notice [1147, 1304, 1362, 1481]
legal-notice [691, 659, 907, 828]
legal-notice [1147, 744, 1362, 913]
notice-heading: FICTITIOUS BUSINESS NAME STATEMENT FILE NO. 2014-287829 [8, 1027, 223, 1045]
notice-heading: FICTITIOUS BUSINESS NAME STATEMENT FILE NO. 2014-269351 [235, 1418, 451, 1437]
notice-body: The following person(s) BRIANA P. FLORES, 6612 SAN JUAN ST., PARAMOUNT, CA 90723 has abandoned the use of the fictitious business name: ROQUETA 'N' CENTS PLUS, 6015 ROSECRANS RD., PARAMOUNT, CA 90723. The fictitious business name referred to above was filed on 11/14/2011, in the county of Los Angeles. The original file number of 20111101461. The business was conducted by: AN INDIVIDUAL. This statement was filed with the County Clerk of Los Angeles County on 10/03/2014. SIGNED: BRIANA P. FLORES/OWNER. Publish: Mountain Views News Dates Pub: Oct. 11, 18, 25, Nov. 01, 2014 [8, 1714, 223, 1808]
notice-body: The following person(s) is (are) doing business as: THE CUSTOM SOFA FACTORY, 1317 E. 5th PL., L.A., CA 90021. Full name of registrant(s) is (are) SOFAWORKS, 1317 E. 5th PL., L.A., CA 90021. This Business is conducted by: A CORPORATION. Signed: ERIC KOCH, CEO. This statement was filed with the County Clerk of Los Angeles County on 09/29/2014. The registrant(s) has (have) commenced to transact business under the fictitious business name or names listed above on N/A. NOTICE- This Fictitious Name Statement expires five years from the date it was filed in the office of the County Clerk. A new Fictitious Business Name Statement must be filed prior to that date. The filing of this statement does not of itself authorize the use in this state of a Fictitious Business Name in violation of the rights of another under federal, State, or common law (See section 14411 et seq. Business and Professions Code)Publish: Mountain Views News Dates Pub: Oct. 11, 18, 25, Nov. 01, 2014 [8, 338, 223, 488]
legal-notice [8, 1201, 223, 1379]
legal-notice [8, 94, 223, 150]
legal-notice [463, 1092, 679, 1261]
notice-heading: FICTITIOUS BUSINESS NAME STATEMENT FILE NO. 2014-266582 [919, 277, 1134, 295]
notice-body: The following person(s) MONIQUE GRAHAM, 7129 MYRTLE AVE., LONG BEACH, CA 90805 has abandoned the use of the fictitious business name: SAFETY WORK, 7129 MYRTLE AVE., LONG BEACH, CA 90805. The fictitious business name referred to above was filed on 08/20/2014 in the county of Los Angeles. The original file number of 20110820661. The business was conducted by: AN INDIVIDUAL. This statement was filed with the County Clerk of Los Angeles on 08/28/2014. The business information in this statement is true and correct. (A registrant who declares as true information which he or she knows to be false, is guilty of a crime.) SIGNED: MONIQUE GRAHAM/OWNER. Publish: Mountain Views News Dates Pub: Sept. 27, Oct. 04, 11, 18, 2014 [235, 641, 451, 762]
notice-body: The following person(s) has abandoned the use of the fictitious business name: A ONE JANITORIAL SERVICES, 3417 EAGLE ST., L.A., CA 90063. The fictitious business name referred to above was filed on 01/01/2011 in the county of Los Angeles. The original file number of 20110018810. The business was conducted by: AN INDIVIDUAL. This statement was filed with the County Clerk of Los Angeles County on 10/29/2014. The business information in this statement is true and correct. (A registrant who declares as true information which he or she knows to be false, is guilty of a crime.) SIGNED: MARCO TORRES/OWNER. Publish: Mountain Views News Dates Pub: Sept. 27, Oct. 04, 11, 18, 2014 [8, 1577, 223, 1690]
footer-fax: Fax: 626.609.3285 [736, 2556, 843, 2570]
notice-heading: FILE NO. 2014-244874 STATEMENT OF ABANDONMENT OF USE OF FICTITIOUS BUSINESS NAME [235, 622, 451, 641]
notice-heading: FICTITIOUS BUSINESS NAME STATEMENT FILE NO. 2014-272717 [1146, 1101, 1361, 1120]
legal-notice [463, 909, 679, 1086]
notice-body: (are) LIPING DAL 2715 PINE ST., ROSEMEAD, CA 91770. This Business is conducted by: AN INDIVIDUAL. Signed: LIPING DAL. This statement was filed with the County Clerk of Los Angeles County on 09/25/2014. The registrant(s) has (have) commenced to transact business under the fictitious business name or names listed above on N/A. NOTICE- This Fictitious Name Statement expires five years from the date it was filed in the office of the County Clerk. A new Fictitious Business Name Statement must be filed prior to that date. The filing of this statement does not of itself authorize the use in this state of a Fictitious Business Name in violation of the rights of another under federal, State, or common law (See section 14411 et seq. Business and Professions Code)Publish: Mountain Views News Dates Pub: Sept. 27, Oct. 04, 11, 18, 2014 [1146, 94, 1361, 224]
notice-heading: FICTITIOUS BUSINESS NAME STATEMENT FILE NO. 2014-272415 [919, 644, 1134, 663]
notice-heading: FICTITIOUS BUSINESS NAME STATEMENT FILE NO. 2014-269864 [690, 1017, 906, 1035]
notice-body: The following person(s) is (are) doing business as: HYS FASHION; CHIY AUTO SOUND, 3168 W. PICO BLVD., L.A., CA 90019. Full name of registrant(s) is (are) LINA ZEPEDA, 1286 W. 39th PL., L.A., CA 90037; FRANCISCO ZEPEDA, 1286 W. 39th PL., L.A., CA 90037. This Business is conducted by: A GENERAL PARTNERSHIP. Signed: LINA ZEPEDA. This statement was filed with the County Clerk of Los Angeles County on 09/25/2014. The registrant(s) has (have) commenced to transact business under the fictitious business name or names listed above on N/A. NOTICE- This Fictitious Name Statement expires five years from the date it was filed in the office of the County Clerk. A new Fictitious Business Name Statement must be filed prior to that date. The filing of this statement does not of itself authorize the use in this state of a Fictitious Business Name in violation of the rights of another under federal, State, or common law (See section 14411 et seq. Business and Professions Code)Publish: Mountain Views News Dates Pub: Sept. 27, Oct. 04, 11, 18, 2014 [919, 1021, 1134, 1180]
legal-notice [1147, 94, 1362, 224]
notice-body: The following person(s) is (are) doing business as: BOTANICA LA NUEVA, 1840 MARINE AVE., GARDENA, CA 90249. Full name of registrant(s) is (are) KARLA ARGENTINA AYALA CABALLERO, 1840 MARINE AVE., GARDENA, CA 90249. This Business is conducted by: AN INDIVIDUAL. Signed: KARLA ARGENTINA AYALA CABALLERO. This statement was filed with the County Clerk of Los Angeles County on 09/18/2014. The registrant(s) has (have) commenced to transact business under the fictitious business name or names listed above on N/A. NOTICE- This Fictitious Name Statement expires five years from the date it was filed in the office of the County Clerk. A new Fictitious Business Name Statement must be filed prior to that date. The filing of this statement does not of itself authorize the use in this state of a Fictitious Business Name in violation of the rights of another under federal, State, or common law (See section 14411 et seq. Business and Professions Code)Publish: Mountain Views News Dates Pub: Sept. 27, Oct. 04, 11, 18, 2014 [690, 127, 906, 287]
notice-body: The following person(s) MARIBEL PARRA, 11899 FIRESTONE DR., GARDEN GROVE, CA 92840 has abandoned the use of the fictitious business name: DIVINO NINO DE ATOCHA, 11829 FIRESTONE BLVD, NORWALK, CA 90650. [8, 1832, 223, 1870]
legal-notice [919, 1920, 1134, 1957]
notice-heading: FICTITIOUS BUSINESS NAME STATEMENT FILE NO. 2014-264290 [919, 828, 1134, 846]
notice-body: The following person(s) is (are) doing business as: PETE AUTOMOTIVE PARTS AND ACCESSORIES, 416 W. LONGDEN AVE., ARCADIA, CA 91007. Full name of registrant(s) is (are) PETER CHOW, 416 W. LONGDEN AVE., ARCADIA, CA 91007. This Business is conducted by: AN INDIVIDUAL. Signed: PETER CHOW. This statement was filed with the County Clerk of Los Angeles County on 09/22/2014. The registrant(s) has (have) commenced to transact business under the fictitious business name or names listed above on N/A. NOTICE- This Fictitious Name Statement expires five years from the date it was filed in the office of the County Clerk. A new Fictitious Business Name Statement must be filed prior to that date. The filing of this statement does not of itself authorize the use in this state of a Fictitious Business Name in violation of the rights of another under federal, State, or common law (See section 14411 et seq. Business and Professions Code)Publish: Mountain Views News Dates Pub: Sept. 27, Oct. 04, 11, 18, 2014 [1146, 1322, 1361, 1481]
notice-body: The following person(s) is (are) doing business as: CATERING DELICIOSO, 217 N. HAMILTON BLVD., POMONA, CA 91768. Full name of registrant(s) is (are) PATRICIA GALVEZ, 217 N. HAMILTON BLVD., POMONA, CA 91768. This Business is conducted by: A GENERAL PARTNERSHIP. Signed: PATRICIA GALVEZ. This statement was filed with the County Clerk of Los Angeles County on 09/19/2014. The registrant(s) has (have) commenced to transact business under the fictitious business name or names listed above on N/A. NOTICE- This Fictitious Name Statement expires five years from the date it was filed in the office of the County Clerk. A new Fictitious Business Name Statement must be filed prior to that date. The filing of this statement does not of itself authorize the use in this state of a Fictitious Business Name in violation of the rights of another under federal, State, or common law (See section 14411 et seq. Business and Professions Code)Publish: Mountain Views News Dates Pub: Sept. 27, Oct. 04, 11, 18, 2014 [690, 852, 906, 1011]
legal-notice [236, 183, 451, 314]
legal-notice [1147, 917, 1362, 1095]
notice-body: The following person(s) is (are) doing business as: THE CANYON BAR, 1430 W. 142nd PL, HAWTHORNE, CA 90250. Full name of registrant(s) is (are) MARCIE CRABTREE, 1430 W. 142nd PL, HAWTHORNE, CA 90250. This Business is conducted by: AN INDIVIDUAL. Signed: MARCIE CRABTREE. This statement was filed with the County Clerk of Los Angeles County on 10/08/2014. NOTICE- This Fictitious Name Statement expires five years from the date it was filed in the office of the County Clerk. A new Fictitious Business Name Statement must be filed prior to that date. The filing of this statement does not of itself authorize the use in this state of a Fictitious Business Name in violation of the rights of another under federal, State, or common law (See section 14411 et seq. Business and Professions Code)Publish: Mountain Views News Dates Pub: Oct. 11, 18, 25, Nov. 01, 2014 [8, 174, 223, 315]
notice-heading: FICTITIOUS BUSINESS NAME STATEMENT FILE NO. 2014-267293 [1146, 588, 1361, 606]
notice-heading: FICTITIOUS BUSINESS NAME STATEMENT FILE NO. 2014-272863 [235, 1776, 451, 1795]
legal-notice [236, 321, 451, 461]
legal-notice [236, 94, 451, 177]
notice-heading: FICTITIOUS BUSINESS NAME STATEMENT FILE NO. 2014-280171 [8, 155, 223, 175]
notice-column [8, 94, 228, 2541]
notice-body: The following person(s) is (are) doing business as: LIPING DAL, 2715 PINE ST., ROSEMEAD, CA 91770. [919, 1938, 1134, 1957]
notice-body: The following person(s) is (are) doing business as: THREAD 32 RW N. ALLEN AVE., SAN DIMAS, CA 91773. Full name of registrant(s) is (are) GHASSAN SAMAAN, 290 W ALLEN AVE, SAN DIMAS, CA 91773. This Business is conducted by: AN INDIVIDUAL. Signed: GHASSAN SAMAAN, OWNER. This statement was filed with the County Clerk of Los Angeles County on 09/17/2014. The registrant(s) has (have) commenced to transact business under the fictitious business name or names listed above on N/A. NOTICE- This Fictitious Name Statement expires five years from the date it was filed in the office of the County Clerk. A new Fictitious Business Name Statement must be filed prior to that date. The filing of this statement does not of itself authorize the use in this state of a Fictitious Business Name in violation of the rights of another under federal, State, or common law (See section 14411 et seq. Business and Professions Code)Publish: Mountain Views News Dates Pub: Oct. 11, 18, 25, Nov. 01, 2014 [8, 871, 223, 1021]
notice-heading: FICTITIOUS BUSINESS NAME STATEMENT FILE NO. 2014-268209 [463, 165, 679, 183]
notice-body: The following person(s) is (are) doing business as: A MASSAGE, 681 E. WHITTIER BLVD. #C2, L.A., CA 90022. Full name of registrant(s) is (are) SAT A. SAM, 4149 ROWLAND AVE., EL MONTE, CA 91731. This Business is conducted by: AN INDIVIDUAL. Signed: SAT A. SAM. This statement was filed with the County Clerk of Los Angeles County on 09/25/2014. [235, 1794, 451, 1851]
legal-notice [463, 165, 679, 342]
legal-notice [1147, 588, 1362, 738]
notice-heading: FICTITIOUS BUSINESS NAME STATEMENT FILE NO. 2014-269681 [1146, 1670, 1361, 1690]
notice-body: The following person(s) is (are) doing business as: A CLEANING SERVICES, 636 N. HILL PL. #101A, L.A., CA 90012. Full name of registrant(s) is (are) KAREN ANDRADE, 636 N. HILL PL. #101A, L.A., CA 90012. This Business is conducted by: AN INDIVIDUAL. Signed: KAREN ANDRADE. This statement was filed with the County Clerk of Los Angeles County on 09/29/2014. The registrant(s) has (have) commenced to transact business under the fictitious business name or names listed above on N/A. NOTICE- This Fictitious Name Statement expires five years from the date it was filed in the office of the County Clerk. A new Fictitious Business Name Statement must be filed prior to that date. The filing of this statement does not of itself authorize the use in this state of a Fictitious Business Name in violation of the rights of another under federal, State, or common law (See section 14411 et seq. Business and Professions Code)Publish: Mountain Views News Dates Pub: Sept. 27, Oct. 04, 11, 18, 2014 [235, 1620, 451, 1771]
notice-heading: FILE NO. 2014-279885 STATEMENT OF ABANDONMENT OF USE OF FICTITIOUS BUSINESS NAME [235, 466, 451, 486]
legal-notice [1147, 1864, 1362, 1948]
legal-notice [919, 461, 1134, 639]
footer-email: Email: editor@mtnviewsnews.com [893, 2556, 1103, 2570]
legal-notice [8, 494, 223, 663]
notice-heading: FICTITIOUS BUSINESS NAME STATEMENT FILE NO. 2014-266425 [1146, 1863, 1361, 1883]
notice-body: The following person(s) JESSICA MARIBEL GUILLEN, 1134 E. 67th ST., L.A., CA 90001 has abandoned the use of the fictitious business name: GUILLEN'S BARBERSHOP, 1134 E. 67th ST., L.A., CA 90001. The fictitious business name referred to above was filed on 04/02/2012, in the county of Los Angeles. The original file number of 20120564064. The business was conducted by: AN INDIVIDUAL. This statement was filed with the County Clerk of Los Angeles County on 10/01/2014. The business information in this statement is true and correct. (A registrant who declares as true information which he or she knows to be false, is guilty of a crime.) SIGNED: JESSICA VALLE/OWNER. Publish: Mountain Views News Dates Pub: Oct. 11, 18, 25, Nov. 01, 2014 [235, 202, 451, 315]
